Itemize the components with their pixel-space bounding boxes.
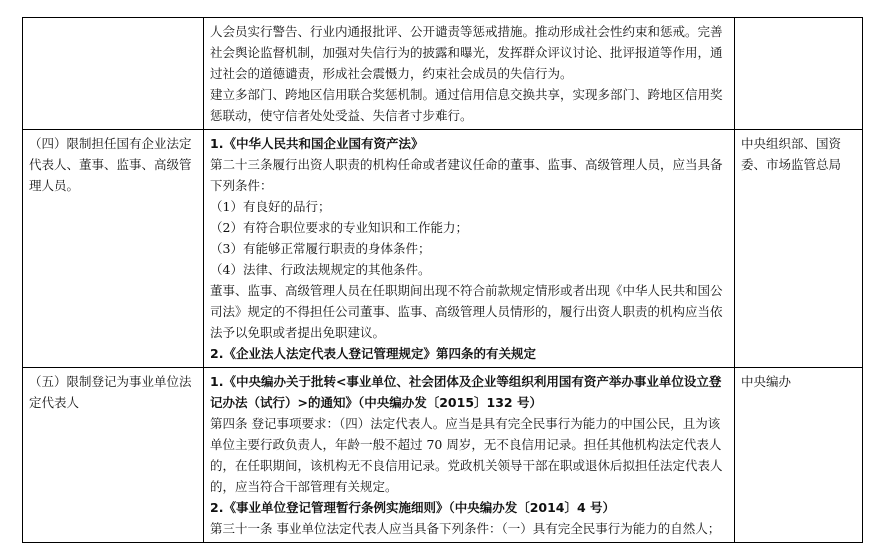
department-cell: 中央编办: [735, 368, 863, 543]
law-paragraph: （3）有能够正常履行职责的身体条件；: [210, 241, 431, 256]
regulation-table: [22, 17, 863, 543]
legal-basis-cell: [204, 18, 735, 130]
measure-cell: （五）限制登记为事业单位法定代表人: [23, 368, 204, 543]
table-row: [23, 368, 863, 543]
law-paragraph: 董事、监事、高级管理人员在任职期间出现不符合前款规定情形或者出现《中华人民共和国公司法》规定的不得担任公司董事、监事、高级管理人员情形的，履行出资人职责的机构应当依法予以免职或者提出免职建议。: [210, 283, 723, 340]
law-paragraph: 第四条 登记事项要求：（四）法定代表人。应当是具有完全民事行为能力的中国公民，且为该单位主要行政负责人，年龄一般不超过 70 周岁，无不良信用记录。担任其他机构法定代表人的，在任职期间，该机构无不良信用记录。党政机关领导干部在职或退休后拟担任法定代表人的，应当符合干部管理有关规定。: [210, 416, 723, 494]
law-title: 1.《中央编办关于批转<事业单位、社会团体及企业等组织利用国有资产举办事业单位设立登记办法（试行）>的通知》（中央编办发〔2015〕132 号）: [210, 374, 722, 410]
law-paragraph: 第二十三条履行出资人职责的机构任命或者建议任命的董事、监事、高级管理人员，应当具备下列条件：: [210, 157, 723, 193]
law-paragraph: （2）有符合职位要求的专业知识和工作能力；: [210, 220, 468, 235]
law-paragraph: （4）法律、行政法规规定的其他条件。: [210, 262, 431, 277]
department-cell: 中央组织部、国资委、市场监管总局: [735, 130, 863, 368]
law-title: 2.《事业单位登记管理暂行条例实施细则》（中央编办发〔2014〕4 号）: [210, 500, 616, 515]
law-paragraph: （1）有良好的品行；: [210, 199, 331, 214]
table-row: [23, 18, 863, 130]
legal-basis-cell: [204, 368, 735, 543]
law-title: 2.《企业法人法定代表人登记管理规定》第四条的有关规定: [210, 346, 536, 361]
law-paragraph: 人会员实行警告、行业内通报批评、公开谴责等惩戒措施。推动形成社会性约束和惩戒。完善社会舆论监督机制，加强对失信行为的披露和曝光，发挥群众评议讨论、批评报道等作用，通过社会的道德谴责，形成社会震慑力，约束社会成员的失信行为。: [210, 24, 723, 81]
table-row: [23, 130, 863, 368]
measure-cell: [23, 18, 204, 130]
legal-basis-cell: [204, 130, 735, 368]
department-cell: [735, 18, 863, 130]
law-paragraph: 第三十一条 事业单位法定代表人应当具备下列条件：（一）具有完全民事行为能力的自然人；: [210, 521, 721, 536]
law-title: 1.《中华人民共和国企业国有资产法》: [210, 136, 424, 151]
law-paragraph: 建立多部门、跨地区信用联合奖惩机制。通过信用信息交换共享，实现多部门、跨地区信用奖惩联动，使守信者处处受益、失信者寸步难行。: [210, 87, 723, 123]
measure-cell: （四）限制担任国有企业法定代表人、董事、监事、高级管理人员。: [23, 130, 204, 368]
